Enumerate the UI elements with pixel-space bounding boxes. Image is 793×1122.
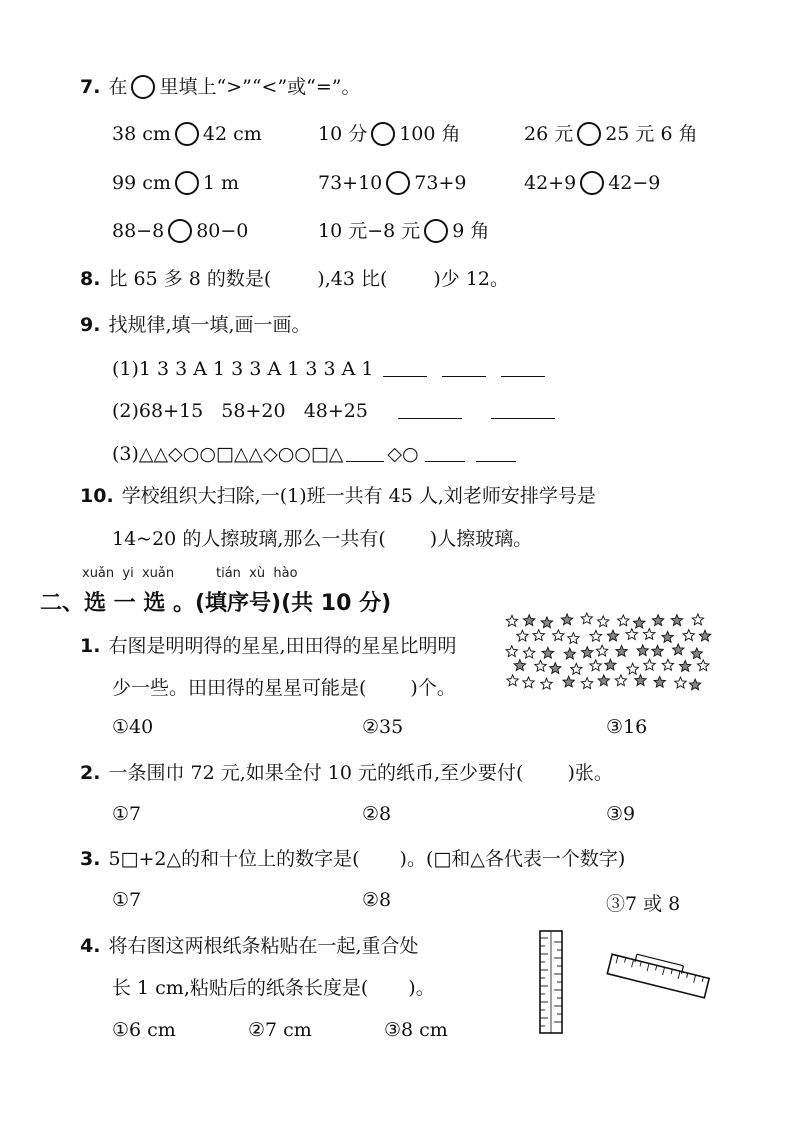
- q10-line1: 10. 学校组织大扫除,一(1)班一共有 45 人,刘老师安排学号是: [80, 485, 596, 507]
- star-icon: [524, 647, 535, 658]
- c1-line1: 1. 右图是明明得的星星,田田得的星星比明明: [80, 635, 457, 657]
- star-icon: [571, 663, 582, 674]
- star-icon: [662, 631, 673, 642]
- star-icon: [582, 647, 593, 658]
- c1-line2: 少一些。田田得的星星可能是( )个。: [112, 677, 456, 699]
- star-icon: [652, 645, 663, 656]
- star-icon: [605, 659, 616, 670]
- star-icon: [506, 615, 518, 626]
- star-icon: [635, 675, 646, 686]
- star-icon: [533, 630, 544, 641]
- star-icon: [581, 678, 592, 689]
- star-icon: [507, 675, 518, 686]
- c4-option-3[interactable]: ③8 cm: [384, 1019, 448, 1041]
- star-icon: [541, 617, 552, 628]
- compare-circle[interactable]: [424, 219, 448, 243]
- star-icon: [615, 675, 626, 686]
- star-icon: [616, 646, 627, 657]
- star-icon: [637, 645, 648, 656]
- star-icon: [662, 659, 673, 670]
- answer-blank[interactable]: [476, 443, 516, 462]
- ruler-icon-tilted: [602, 946, 714, 1008]
- q7-row3-item2: 10 元−8 元 9 角: [318, 220, 490, 242]
- answer-blank[interactable]: [442, 358, 486, 377]
- star-icon: [514, 660, 526, 671]
- c3-line: 3. 5□+2△的和十位上的数字是( )。(□和△各代表一个数字): [80, 848, 626, 870]
- section-title: 二、选 一 选 。(填序号)(共 10 分): [40, 591, 392, 616]
- ruler-icon-vertical: [534, 928, 570, 1038]
- star-icon: [517, 630, 528, 641]
- star-icon: [607, 630, 618, 641]
- c1-option-2[interactable]: ②35: [362, 716, 404, 738]
- compare-circle[interactable]: [371, 122, 395, 146]
- star-icon: [563, 676, 574, 687]
- q7-number: 7.: [80, 76, 101, 98]
- section-pinyin-1: xuǎn yi xuǎn: [82, 566, 175, 581]
- star-icon: [627, 663, 639, 674]
- answer-blank[interactable]: [398, 400, 462, 419]
- star-icon: [626, 629, 637, 640]
- compare-circle[interactable]: [386, 171, 410, 195]
- q7-row1-item1: 38 cm 42 cm: [112, 123, 262, 145]
- q7-row1-item2: 10 分 100 角: [318, 123, 461, 145]
- star-icon: [542, 647, 554, 658]
- q7-row2-item1: 99 cm 1 m: [112, 172, 240, 194]
- section-pinyin-2: tián xù hào: [216, 566, 298, 581]
- c2-line: 2. 一条围巾 72 元,如果全付 10 元的纸币,至少要付( )张。: [80, 762, 613, 784]
- c4-line1: 4. 将右图这两根纸条粘贴在一起,重合处: [80, 935, 419, 957]
- star-icon-cluster: [502, 612, 712, 694]
- q7-prompt: 7. 在 里填上“>”“<”或“=”。: [80, 76, 361, 98]
- q9-title: 9. 找规律,填一填,画一画。: [80, 314, 311, 336]
- star-icon: [590, 660, 602, 671]
- q7-row3-item1: 88−8 80−0: [112, 220, 249, 242]
- c2-option-1[interactable]: ①7: [112, 803, 142, 825]
- star-icon: [581, 613, 592, 624]
- compare-circle[interactable]: [580, 171, 604, 195]
- q7-row2-item2: 73+10 73+9: [318, 172, 467, 194]
- star-icon: [535, 660, 546, 671]
- answer-circle-icon: [131, 75, 155, 99]
- c3-option-1[interactable]: ①7: [112, 889, 142, 911]
- answer-blank[interactable]: [425, 443, 465, 462]
- c1-option-3[interactable]: ③16: [606, 716, 648, 738]
- star-icon: [675, 677, 686, 688]
- star-icon: [679, 661, 691, 672]
- star-icon: [568, 633, 579, 644]
- star-icon: [506, 646, 518, 657]
- star-icon: [564, 648, 575, 659]
- star-icon: [692, 614, 703, 625]
- star-icon: [691, 648, 702, 659]
- star-icon: [523, 677, 535, 688]
- compare-circle[interactable]: [577, 122, 601, 146]
- c4-option-1[interactable]: ①6 cm: [112, 1019, 176, 1041]
- star-icon: [698, 660, 709, 671]
- c4-option-2[interactable]: ②7 cm: [248, 1019, 312, 1041]
- answer-blank[interactable]: [491, 400, 555, 419]
- q10-line2: 14~20 的人擦玻璃,那么一共有( )人擦玻璃。: [112, 528, 533, 550]
- q9-sequence-1: (1)1 3 3 A 1 3 3 A 1 3 3 A 1: [112, 356, 548, 382]
- compare-circle[interactable]: [175, 171, 199, 195]
- star-icon: [598, 675, 609, 686]
- star-icon: [673, 644, 684, 655]
- star-icon: [596, 645, 607, 656]
- c1-option-1[interactable]: ①40: [112, 716, 154, 738]
- compare-circle[interactable]: [168, 219, 192, 243]
- star-icon: [590, 630, 601, 641]
- star-icon: [683, 630, 694, 641]
- star-icon: [561, 614, 573, 625]
- answer-blank[interactable]: [383, 358, 427, 377]
- star-icon: [550, 663, 561, 674]
- star-icon: [644, 629, 656, 640]
- star-icon: [634, 617, 646, 628]
- star-icon: [541, 678, 552, 689]
- c4-line2: 长 1 cm,粘贴后的纸条长度是( )。: [112, 977, 435, 999]
- star-icon: [553, 630, 564, 641]
- star-icon: [689, 679, 700, 690]
- star-icon: [644, 659, 655, 670]
- c2-option-2[interactable]: ②8: [362, 803, 392, 825]
- star-icon: [671, 615, 683, 626]
- star-icon: [699, 630, 710, 641]
- c3-option-3[interactable]: ③7 或 8: [606, 893, 681, 915]
- q8: 8. 比 65 多 8 的数是( ),43 比( )少 12。: [80, 268, 510, 290]
- q9-sequence-2: (2)68+15 58+20 48+25: [112, 398, 558, 424]
- star-icon: [524, 615, 535, 626]
- star-icon: [654, 676, 665, 687]
- c3-option-2[interactable]: ②8: [362, 889, 392, 911]
- star-icon: [598, 616, 609, 627]
- q7-row2-item3: 42+9 42−9: [524, 172, 661, 194]
- q9-sequence-3: (3)△△◇○○□△△◇○○□△ ◇○: [112, 441, 519, 467]
- q7-row1-item3: 26 元 25 元 6 角: [524, 123, 698, 145]
- compare-circle[interactable]: [175, 122, 199, 146]
- star-icon: [618, 615, 629, 626]
- c2-option-3[interactable]: ③9: [606, 803, 636, 825]
- star-icon: [652, 615, 663, 626]
- answer-blank[interactable]: [346, 443, 384, 462]
- answer-blank[interactable]: [501, 358, 545, 377]
